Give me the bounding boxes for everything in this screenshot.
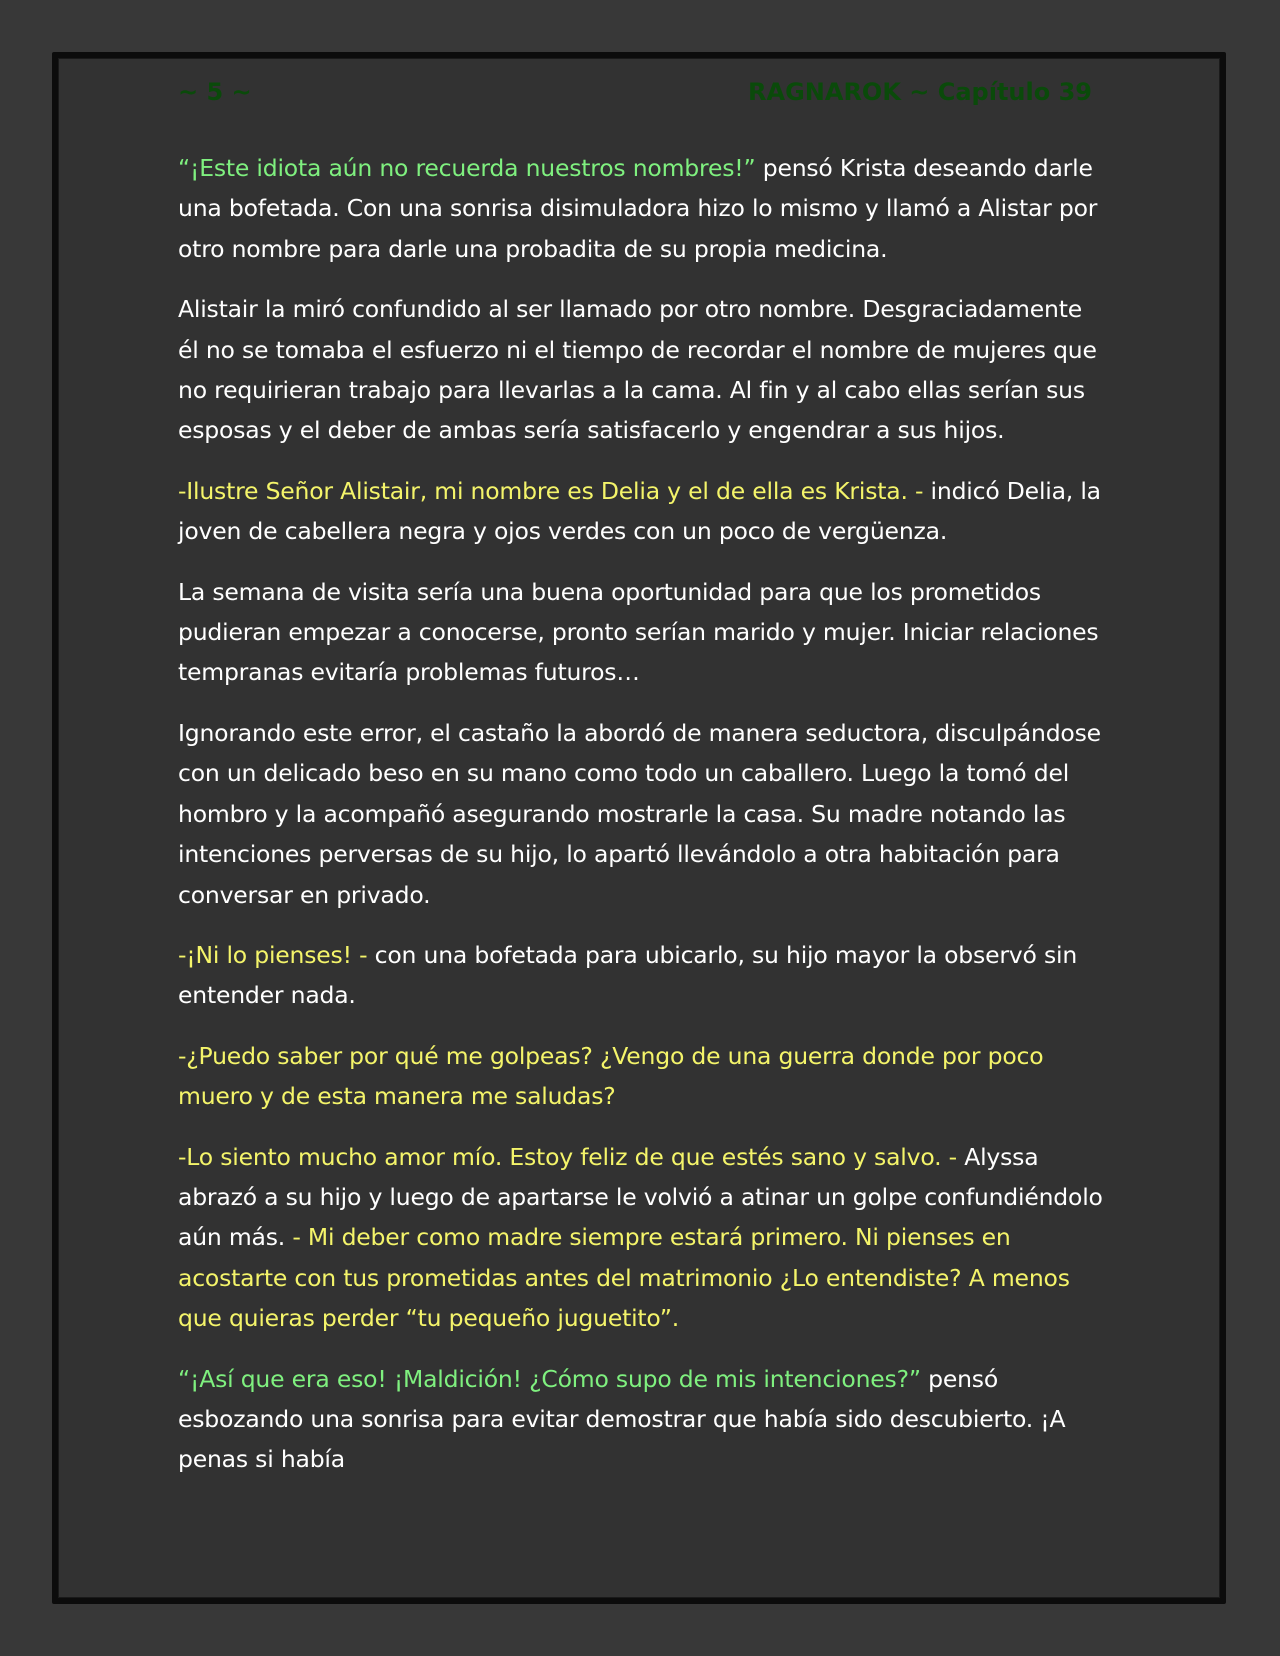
- narration-text: Alistair la miró confundido al ser llamado por otro nombre. Desgraciadamente él no se tomaba el esfuerzo ni el tiempo de recordar el nombre de mujeres que no requirieran trabajo para llevarlas a la cama. Al fin y al cabo ellas serían sus esposas y el deber de ambas sería satisfacerlo y engendrar a sus hijos.: [178, 295, 1097, 445]
- dialogue-text: -¡Ni lo pienses! -: [178, 940, 368, 969]
- paragraph: [178, 148, 1108, 269]
- dialogue-text: -Lo siento mucho amor mío. Estoy feliz de que estés sano y salvo. -: [178, 1142, 957, 1171]
- narration-text: pensó Krista deseando darle una bofetada. Con una sonrisa disimuladora hizo lo mismo y llamó a Alistar por otro nombre para darle una probadita de su propia medicina.: [178, 154, 1098, 263]
- narration-text: Alyssa abrazó a su hijo y luego de apartarse le volvió a atinar un golpe confundiéndolo aún más.: [178, 1142, 1103, 1252]
- page-header: [178, 78, 1092, 112]
- paragraph: [178, 289, 1108, 451]
- paragraph: [178, 1359, 1108, 1480]
- dialogue-text: -Ilustre Señor Alistair, mi nombre es Delia y el de ella es Krista. -: [178, 476, 924, 505]
- page-number: ~ 5 ~: [178, 78, 252, 106]
- thought-text: “¡Así que era eso! ¡Maldición! ¿Cómo supo de mis intenciones?”: [178, 1364, 921, 1393]
- paragraph: [178, 1137, 1108, 1339]
- paragraph: [178, 572, 1108, 693]
- chapter-text: [178, 148, 1108, 1500]
- paragraph: [178, 471, 1108, 552]
- narration-text: con una bofetada para ubicarlo, su hijo mayor la observó sin entender nada.: [178, 940, 1078, 1010]
- paragraph: [178, 713, 1108, 915]
- dialogue-text: -¿Puedo saber por qué me golpeas? ¿Vengo de una guerra donde por poco muero y de esta manera me saludas?: [178, 1041, 1044, 1111]
- dialogue-text: - Mi deber como madre siempre estará primero. Ni pienses en acostarte con tus prometidas antes del matrimonio ¿Lo entendiste? A menos que quieras perder “tu pequeño juguetito”.: [178, 1223, 1070, 1333]
- narration-text: pensó esbozando una sonrisa para evitar demostrar que había sido descubierto. ¡A penas si había: [178, 1364, 1066, 1474]
- running-title: RAGNAROK ~ Capítulo 39: [748, 78, 1092, 106]
- thought-text: “¡Este idiota aún no recuerda nuestros nombres!”: [178, 154, 756, 182]
- narration-text: Ignorando este error, el castaño la abordó de manera seductora, disculpándose con un delicado beso en su mano como todo un caballero. Luego la tomó del hombro y la acompañó asegurando mostrarle la casa. Su madre notando las intenciones perversas de su hijo, lo apartó llevándolo a otra habitación para conversar en privado.: [178, 718, 1101, 909]
- paragraph: [178, 935, 1108, 1016]
- paragraph: [178, 1036, 1108, 1117]
- narration-text: indicó Delia, la joven de cabellera negra y ojos verdes con un poco de vergüenza.: [178, 476, 1101, 546]
- narration-text: La semana de visita sería una buena oportunidad para que los prometidos pudieran empezar a conocerse, pronto serían marido y mujer. Iniciar relaciones tempranas evitaría problemas futuros…: [178, 577, 1099, 687]
